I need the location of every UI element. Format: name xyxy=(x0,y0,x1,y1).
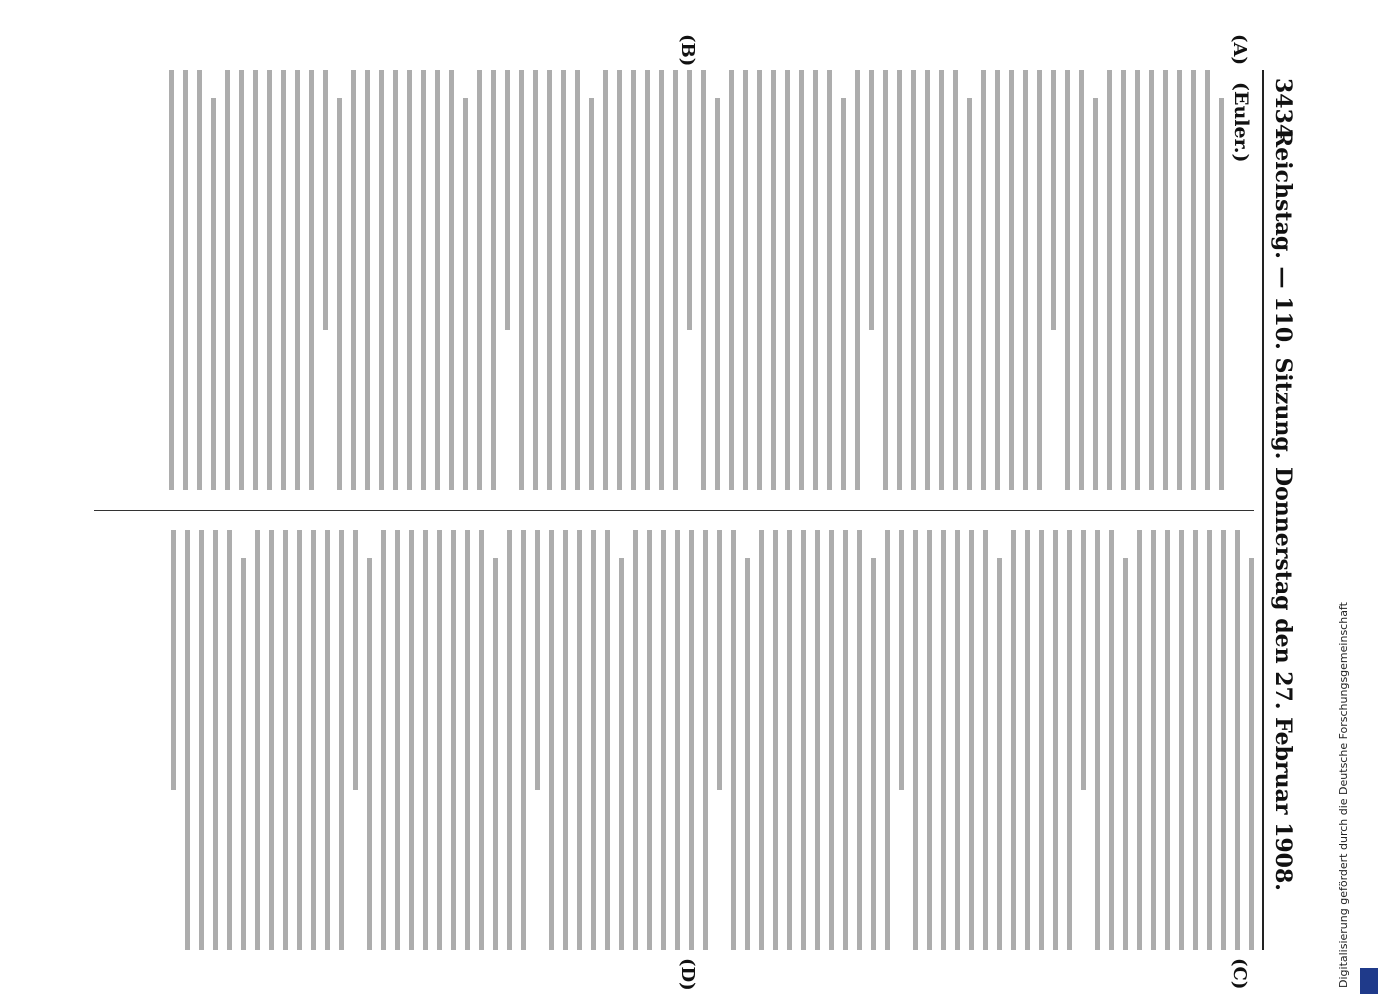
text-line xyxy=(743,70,748,490)
text-line xyxy=(855,70,860,490)
margin-mark-b: (B) xyxy=(677,34,698,67)
text-line xyxy=(675,530,680,950)
text-line xyxy=(717,530,722,790)
text-line xyxy=(827,70,832,490)
text-line xyxy=(771,70,776,490)
text-line xyxy=(605,530,610,950)
text-line xyxy=(885,530,890,950)
text-line xyxy=(981,70,986,490)
text-line xyxy=(337,98,342,490)
text-line xyxy=(715,98,720,490)
text-line xyxy=(463,98,468,490)
text-line xyxy=(673,70,678,490)
text-line xyxy=(1011,530,1016,950)
text-line xyxy=(1221,530,1226,950)
text-line xyxy=(1079,70,1084,490)
text-line xyxy=(703,530,708,950)
text-line xyxy=(953,70,958,490)
text-line xyxy=(197,70,202,490)
document-page xyxy=(83,34,1298,991)
text-line xyxy=(787,530,792,950)
text-line xyxy=(589,98,594,490)
text-line xyxy=(927,530,932,950)
text-line xyxy=(211,98,216,490)
text-line xyxy=(477,70,482,490)
text-line xyxy=(281,70,286,490)
text-line xyxy=(365,70,370,490)
text-line xyxy=(549,530,554,950)
text-line xyxy=(829,530,834,950)
text-line xyxy=(213,530,218,950)
text-line xyxy=(295,70,300,490)
text-line xyxy=(955,530,960,950)
digitization-credit: Digitalisierung gefördert durch die Deutsche Forschungsgemeinschaft xyxy=(1337,602,1350,988)
text-line xyxy=(689,530,694,950)
page-title: Reichstag. — 110. Sitzung. Donnerstag den 27. Februar 1908. xyxy=(1270,129,1296,891)
text-line xyxy=(1095,530,1100,950)
text-line xyxy=(911,70,916,490)
text-line xyxy=(227,530,232,950)
text-line xyxy=(393,70,398,490)
text-line xyxy=(969,530,974,950)
margin-mark-a: (A) xyxy=(1229,34,1250,65)
text-line xyxy=(995,70,1000,490)
text-line xyxy=(339,530,344,950)
text-line xyxy=(1177,70,1182,490)
text-line xyxy=(1121,70,1126,490)
text-line xyxy=(241,558,246,950)
text-line xyxy=(1149,70,1154,490)
text-line xyxy=(171,530,176,790)
text-line xyxy=(633,530,638,950)
text-line xyxy=(323,70,328,330)
text-line xyxy=(1137,530,1142,950)
text-line xyxy=(967,98,972,490)
text-line xyxy=(983,530,988,950)
text-line xyxy=(801,530,806,950)
text-line xyxy=(1207,530,1212,950)
text-line xyxy=(465,530,470,950)
text-line xyxy=(1065,70,1070,490)
text-line xyxy=(255,530,260,950)
text-line xyxy=(1205,70,1210,490)
text-line xyxy=(451,530,456,950)
text-line xyxy=(857,530,862,950)
text-line xyxy=(1191,70,1196,490)
text-line xyxy=(871,558,876,950)
text-line xyxy=(1081,530,1086,790)
text-line xyxy=(731,530,736,950)
text-line xyxy=(269,530,274,950)
text-line xyxy=(449,70,454,490)
text-line xyxy=(1151,530,1156,950)
text-line xyxy=(939,70,944,490)
dfg-logo xyxy=(1360,968,1378,994)
text-line xyxy=(1163,70,1168,490)
text-line xyxy=(773,530,778,950)
text-line xyxy=(1235,530,1240,950)
text-line xyxy=(1051,70,1056,330)
text-line xyxy=(561,70,566,490)
text-line xyxy=(941,530,946,950)
text-line xyxy=(379,70,384,490)
text-line xyxy=(423,530,428,950)
text-line xyxy=(631,70,636,490)
text-line xyxy=(913,530,918,950)
text-line xyxy=(225,70,230,490)
text-line xyxy=(1093,98,1098,490)
text-line xyxy=(409,530,414,950)
text-line xyxy=(535,530,540,790)
text-line xyxy=(353,530,358,790)
text-line xyxy=(1249,558,1254,950)
text-line xyxy=(199,530,204,950)
text-line xyxy=(325,530,330,950)
margin-mark-c: (C) xyxy=(1229,958,1250,990)
text-line xyxy=(813,70,818,490)
text-line xyxy=(407,70,412,490)
text-line xyxy=(1165,530,1170,950)
text-line xyxy=(491,70,496,490)
text-line xyxy=(253,70,258,490)
text-line xyxy=(701,70,706,490)
text-line xyxy=(521,530,526,950)
text-line xyxy=(395,530,400,950)
text-line xyxy=(1107,70,1112,490)
text-line xyxy=(745,558,750,950)
text-line xyxy=(1067,530,1072,950)
text-line xyxy=(997,558,1002,950)
text-line xyxy=(799,70,804,490)
page-number: 3434 xyxy=(1270,78,1296,140)
margin-mark-d: (D) xyxy=(677,958,698,991)
text-line xyxy=(1219,98,1224,490)
text-line xyxy=(505,70,510,330)
right-column xyxy=(94,530,1254,950)
page-header xyxy=(1262,70,1298,950)
text-line xyxy=(645,70,650,490)
text-line xyxy=(729,70,734,490)
text-line xyxy=(519,70,524,490)
text-line xyxy=(1039,530,1044,950)
text-line xyxy=(421,70,426,490)
text-line xyxy=(311,530,316,950)
text-line xyxy=(883,70,888,490)
text-line xyxy=(239,70,244,490)
text-line xyxy=(619,558,624,950)
text-line xyxy=(435,70,440,490)
text-line xyxy=(1023,70,1028,490)
text-line xyxy=(661,530,666,950)
left-column xyxy=(94,70,1254,490)
text-line xyxy=(757,70,762,490)
text-line xyxy=(617,70,622,490)
text-line xyxy=(1009,70,1014,490)
text-line xyxy=(843,530,848,950)
text-line xyxy=(283,530,288,950)
text-line xyxy=(183,70,188,490)
speaker-name: (Euler.) xyxy=(1230,82,1252,163)
text-line xyxy=(577,530,582,950)
text-line xyxy=(351,70,356,490)
text-line xyxy=(1109,530,1114,950)
text-line xyxy=(381,530,386,950)
text-line xyxy=(869,70,874,330)
text-line xyxy=(659,70,664,490)
text-line xyxy=(841,98,846,490)
text-line xyxy=(897,70,902,490)
text-line xyxy=(185,530,190,950)
text-line xyxy=(575,70,580,490)
text-line xyxy=(925,70,930,490)
text-line xyxy=(1179,530,1184,950)
text-line xyxy=(759,530,764,950)
text-line xyxy=(367,558,372,950)
text-line xyxy=(169,70,174,490)
text-line xyxy=(1053,530,1058,950)
text-line xyxy=(1193,530,1198,950)
text-line xyxy=(591,530,596,950)
text-line xyxy=(1025,530,1030,950)
text-line xyxy=(785,70,790,490)
text-line xyxy=(647,530,652,950)
text-line xyxy=(563,530,568,950)
text-line xyxy=(603,70,608,490)
text-line xyxy=(297,530,302,950)
text-line xyxy=(815,530,820,950)
text-line xyxy=(479,530,484,950)
text-line xyxy=(437,530,442,950)
text-line xyxy=(309,70,314,490)
text-line xyxy=(687,70,692,330)
text-line xyxy=(1037,70,1042,490)
text-line xyxy=(507,530,512,950)
text-line xyxy=(1135,70,1140,490)
text-line xyxy=(1123,558,1128,950)
text-line xyxy=(493,558,498,950)
column-divider xyxy=(94,510,1254,511)
text-line xyxy=(899,530,904,790)
text-line xyxy=(267,70,272,490)
text-line xyxy=(547,70,552,490)
text-line xyxy=(533,70,538,490)
